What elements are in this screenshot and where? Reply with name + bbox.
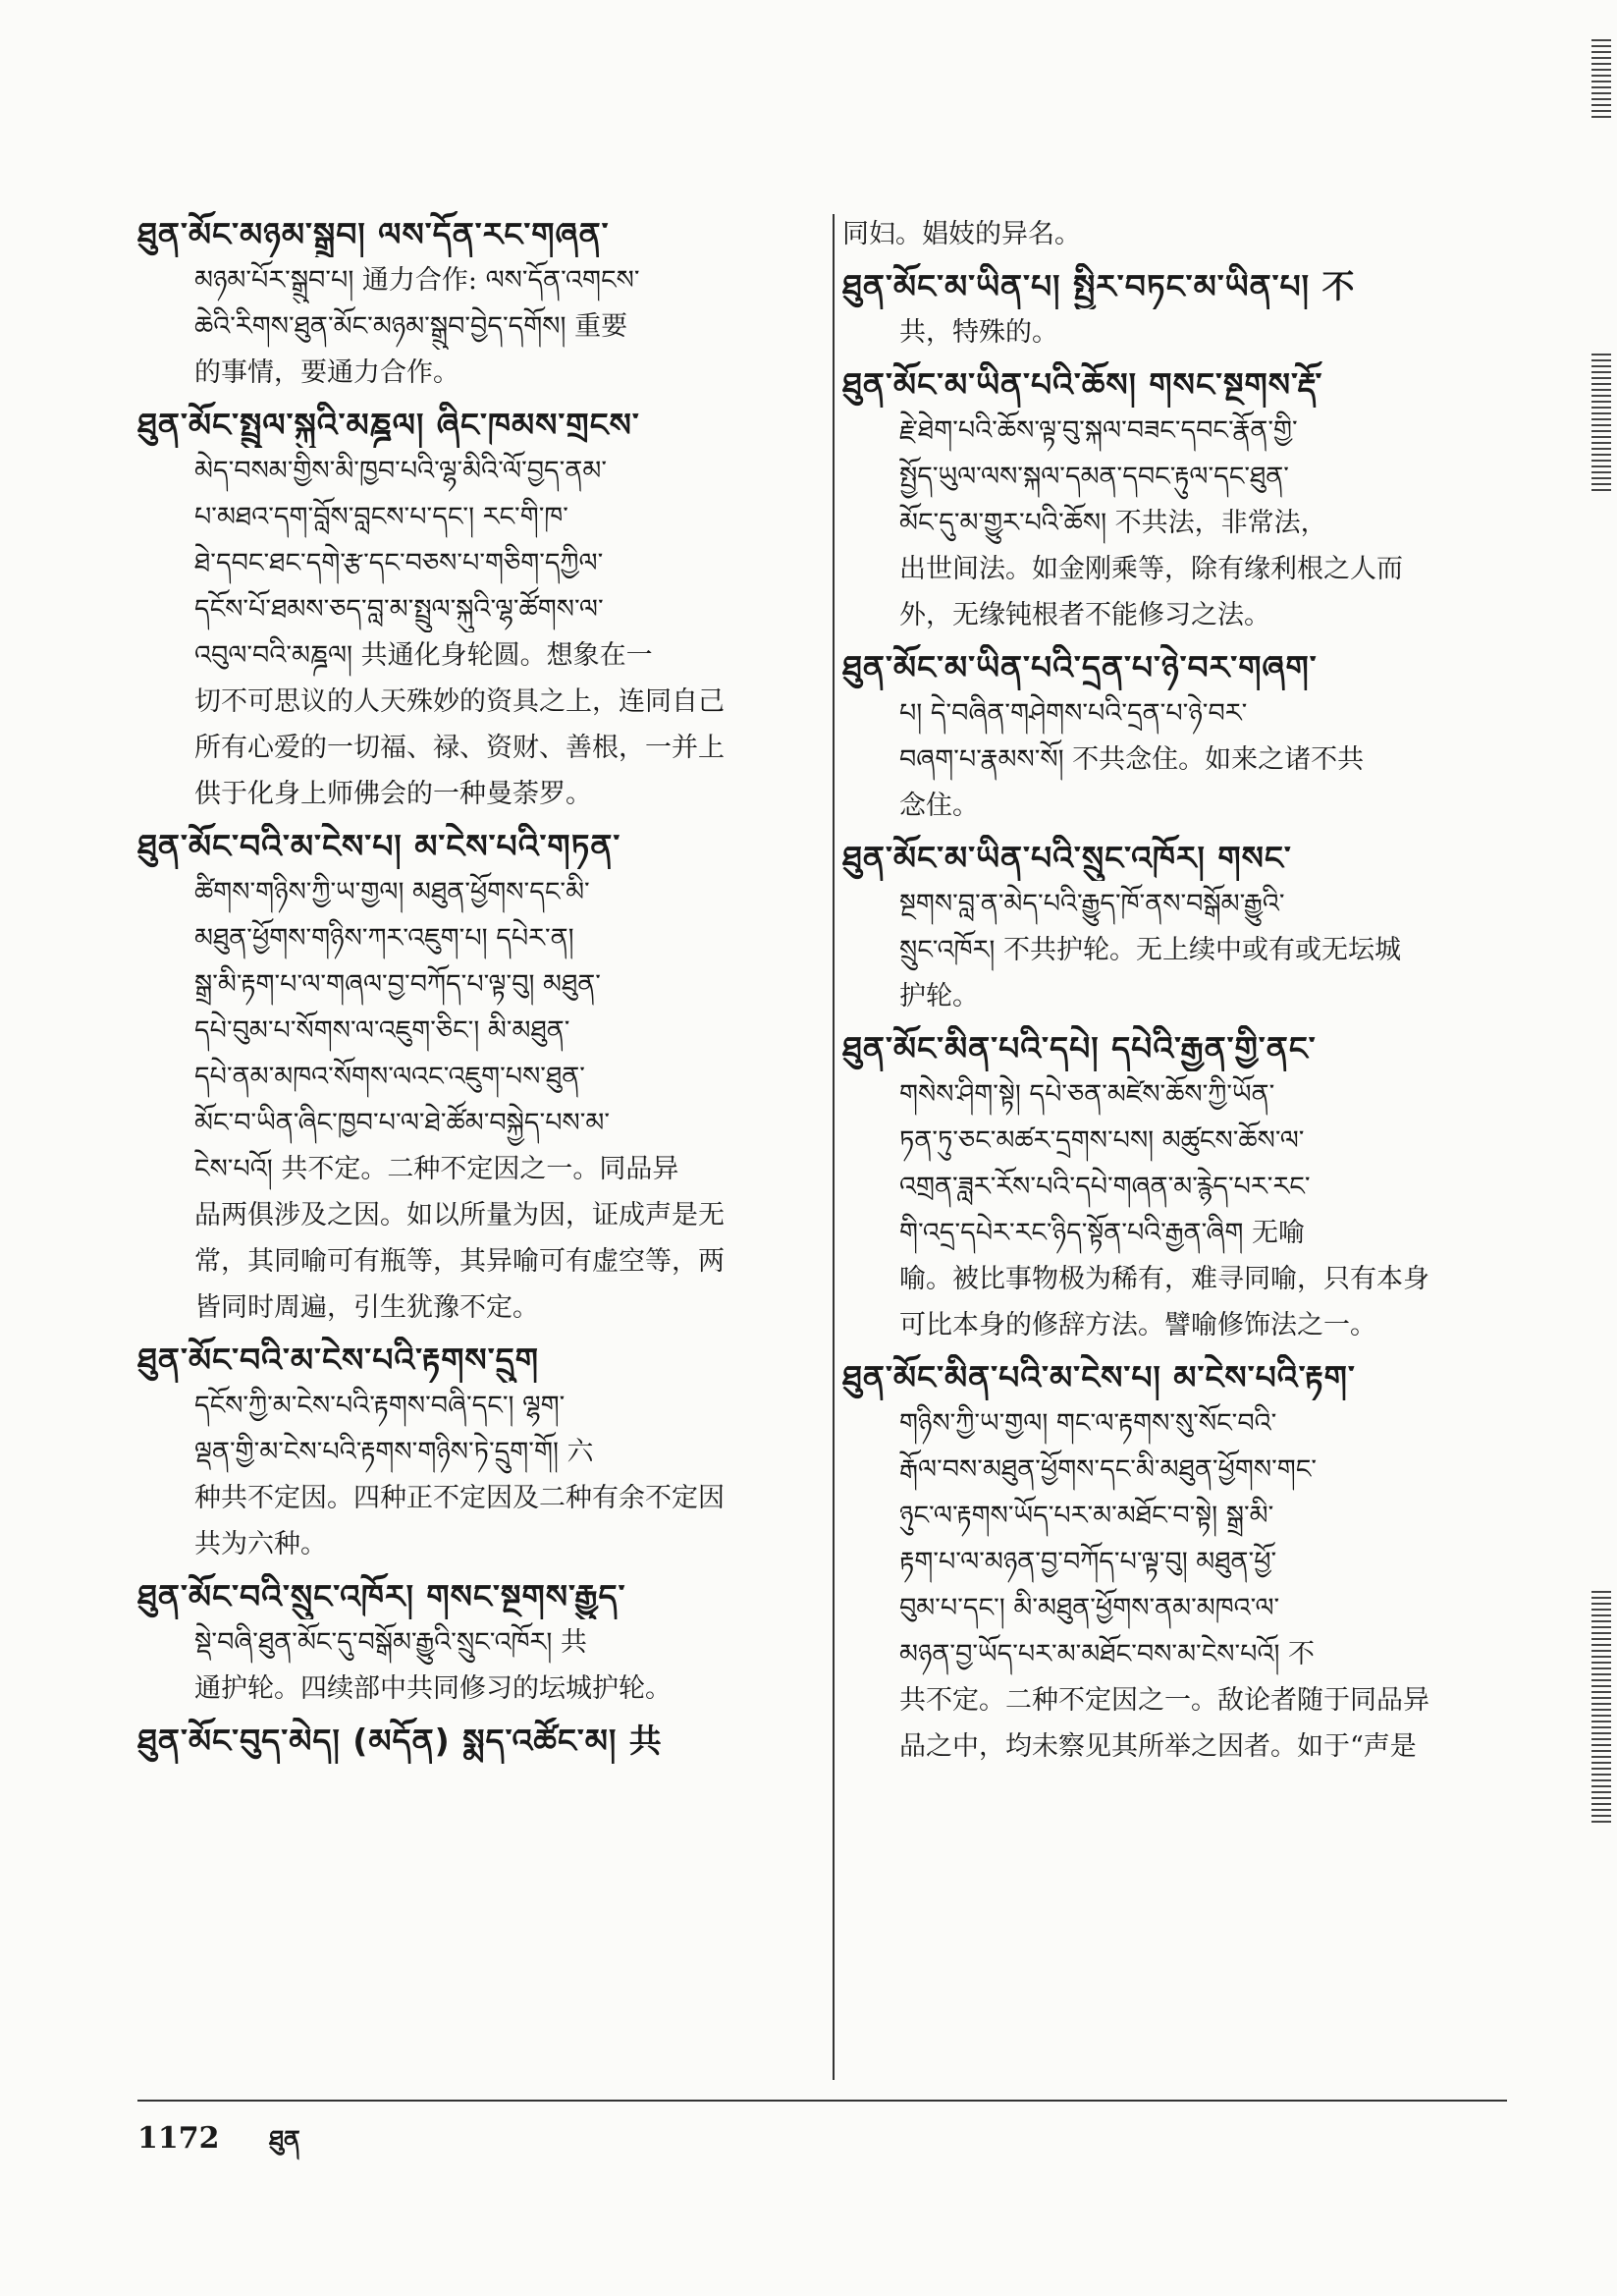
entry-headword-line: ཐུན་མོང་མིན་པའི་དཔེ། དཔེའི་རྒྱན་གྱི་ནང་ <box>842 1029 1317 1067</box>
entry-text-line: དཔེ་ནམ་མཁའ་སོགས་ལའང་འཇུག་པས་ཐུན་ <box>194 1062 585 1092</box>
entry-text-line: རྗེ་ཐེག་པའི་ཆོས་ལྟ་བུ་སྐལ་བཟང་དབང་རྣོན་གྱི་ <box>899 415 1298 446</box>
entry-text-line: སྲུང་འཁོར། 不共护轮。无上续中或有或无坛城 <box>899 935 1401 965</box>
entry-headword-line: ཐུན་མོང་སྤྲུལ་སྐུའི་མཎྜལ། ཞིང་ཁམས་གྲངས་ <box>137 406 640 444</box>
entry-headword-line: ཐུན་མོང་མིན་པའི་མ་ངེས་པ། མ་ངེས་པའི་རྟག་ <box>842 1358 1356 1396</box>
entry-headword-line: ཐུན་མོང་མཉམ་སྒྲུབ། ལས་དོན་རང་གཞན་ <box>137 215 610 253</box>
entry-text-line: 品两俱涉及之因。如以所量为因，证成声是无 <box>194 1200 725 1230</box>
entry-text-line: འགྲན་ཟླར་རོས་པའི་དཔེ་གཞན་མ་རྙེད་པར་རང་ <box>899 1172 1311 1202</box>
entry-text-line: གཉིས་ཀྱི་ཡ་གྱལ། གང་ལ་རྟགས་སུ་སོང་བའི་ <box>899 1408 1277 1439</box>
entry-headword-line: ཐུན་མོང་བའི་མ་ངེས་པའི་རྟགས་དྲུག <box>137 1340 539 1379</box>
entry-text-line: མོང་དུ་མ་གྱུར་པའི་ཆོས། 不共法，非常法， <box>899 508 1327 538</box>
entry-text-line: སྒྲ་མི་རྟག་པ་ལ་གཞལ་བྱ་བཀོད་པ་ལྟ་བུ། མཐུན་ <box>194 969 601 1000</box>
dictionary-entry <box>842 1025 1502 1348</box>
entry-text-line: 的事情，要通力合作。 <box>194 357 459 388</box>
entry-text-line: སྡེ་བཞི་ཐུན་མོང་དུ་བསྒོམ་རྒྱུའི་སྲུང་འཁོར། 共 <box>194 1627 587 1658</box>
entry-headword-line: ཐུན་མོང་མ་ཡིན་པ། སྤྱིར་བཏང་མ་ཡིན་པ། 不 <box>842 267 1356 305</box>
dictionary-entry <box>842 644 1502 829</box>
entry-text-line: རྟག་པ་ལ་མཉན་བྱ་བཀོད་པ་ལྟ་བུ། མཐུན་ཕྱོ་ <box>899 1547 1277 1577</box>
scan-edge-mark <box>1591 1591 1611 1827</box>
entry-text-line: ཐེ་དབང་ཐང་དགེ་རྩ་དང་བཅས་པ་གཅིག་དཀྱིལ་ <box>194 548 604 578</box>
dictionary-entry <box>842 835 1502 1019</box>
column-divider <box>833 214 835 2080</box>
entry-text-line: 共，特殊的。 <box>899 317 1058 348</box>
dictionary-entry <box>842 211 1502 257</box>
entry-text-line: གི་འདྲ་དཔེར་རང་ཉིད་སྟོན་པའི་རྒྱན་ཞིག 无喻 <box>899 1218 1305 1248</box>
entry-text-line: 护轮。 <box>899 981 979 1011</box>
entry-text-line: པ། དེ་བཞིན་གཤེགས་པའི་དྲན་པ་ཉེ་བར་ <box>899 698 1248 729</box>
entry-text-line: འབུལ་བའི་མཎྜལ། 共通化身轮圆。想象在一 <box>194 640 653 671</box>
entry-text-line: ལྡན་གྱི་མ་ངེས་པའི་རྟགས་གཉིས་ཏེ་དྲུག་གོ། 六 <box>194 1437 594 1467</box>
entry-text-line: མཐུན་ཕྱོགས་གཉིས་ཀར་འཇུག་པ། དཔེར་ན། <box>194 923 574 954</box>
dictionary-entry <box>137 211 825 396</box>
entry-text-line: ཚིགས་གཉིས་ཀྱི་ཡ་གྱལ། མཐུན་ཕྱོགས་དང་མི་ <box>194 877 590 907</box>
entry-text-line: ངེས་པའོ། 共不定。二种不定因之一。同品异 <box>194 1154 679 1184</box>
entry-text-line: རྒོལ་བས་མཐུན་ཕྱོགས་དང་མི་མཐུན་ཕྱོགས་གང་ <box>899 1454 1318 1485</box>
dictionary-entry <box>137 1573 825 1712</box>
footer-rule <box>137 2100 1507 2102</box>
dictionary-entry <box>137 402 825 817</box>
entry-text-line: བུམ་པ་དང་། མི་མཐུན་ཕྱོགས་ནམ་མཁའ་ལ་ <box>899 1593 1280 1623</box>
entry-text-line: མོང་བ་ཡིན་ཞིང་ཁྱབ་པ་ལ་ཐེ་ཚོམ་བསྐྱེད་པས་མ་ <box>194 1108 611 1138</box>
entry-text-line: 通护轮。四续部中共同修习的坛城护轮。 <box>194 1673 672 1704</box>
entry-text-line: 切不可思议的人天殊妙的资具之上，连同自己 <box>194 686 725 717</box>
entry-text-line: 共不定。二种不定因之一。敌论者随于同品异 <box>899 1685 1429 1716</box>
entry-headword-line: ཐུན་མོང་མ་ཡིན་པའི་སྲུང་འཁོར། གསང་ <box>842 839 1292 877</box>
entry-text-line: ཆེའི་རིགས་ཐུན་མོང་མཉམ་སྒྲུབ་བྱེད་དགོས། 重要 <box>194 311 628 342</box>
entry-text-line: དངོས་ཀྱི་མ་ངེས་པའི་རྟགས་བཞི་དང་། ལྷག་ <box>194 1391 566 1421</box>
entry-text-line: མེད་བསམ་གྱིས་མི་ཁྱབ་པའི་ལྷ་མིའི་ལོ་བྱད་ནམ་ <box>194 456 607 486</box>
entry-text-line: སྤྱོད་ཡུལ་ལས་སྐལ་དམན་དབང་རྟུལ་དང་ཐུན་ <box>899 462 1289 492</box>
dictionary-entry <box>137 1718 825 1764</box>
entry-text-line: 外，无缘钝根者不能修习之法。 <box>899 600 1270 630</box>
section-label: ཐུན <box>268 2125 300 2154</box>
entry-text-line: དཔེ་བུམ་པ་སོགས་ལ་འཇུག་ཅིང་། མི་མཐུན་ <box>194 1015 570 1046</box>
dictionary-entry <box>842 263 1502 355</box>
dictionary-entry <box>137 1337 825 1567</box>
entry-text-line: 出世间法。如金刚乘等，除有缘利根之人而 <box>899 554 1403 584</box>
entry-text-line: 皆同时周遍，引生犹豫不定。 <box>194 1292 539 1323</box>
scan-edge-mark <box>1591 39 1611 118</box>
entry-text-line: 供于化身上师佛会的一种曼荼罗。 <box>194 779 592 809</box>
entry-headword-line: ཐུན་མོང་མ་ཡིན་པའི་དྲན་པ་ཉེ་བར་གཞག་ <box>842 648 1318 686</box>
entry-text-line: སྔགས་བླ་ན་མེད་པའི་རྒྱུད་ཁོ་ནས་བསྒོམ་རྒྱུའི་ <box>899 889 1285 919</box>
scan-edge-mark <box>1591 354 1611 491</box>
page-footer <box>137 2111 340 2181</box>
entry-text-line: མཉན་བྱ་ཡོད་པར་མ་མཐོང་བས་མ་ངེས་པའོ། 不 <box>899 1639 1316 1669</box>
entry-text-line: གསེས་ཤིག་སྟེ། དཔེ་ཅན་མཛེས་ཆོས་ཀྱི་ཡོན་ <box>899 1079 1275 1110</box>
right-column <box>842 211 1502 1776</box>
entry-text-line: མཉམ་པོར་སྒྲུབ་པ། 通力合作: ལས་དོན་འགངས་ <box>194 265 640 296</box>
entry-headword-line: 同妇。娼妓的异名。 <box>842 219 1081 249</box>
entry-text-line: པ་མཐའ་དག་བློས་བླངས་པ་དང་། རང་གི་ཁ་ <box>194 502 568 532</box>
entry-text-line: 品之中，均未察见其所举之因者。如于“声是 <box>899 1731 1417 1762</box>
entry-headword-line: ཐུན་མོང་བའི་མ་ངེས་པ། མ་ངེས་པའི་གཏན་ <box>137 827 621 865</box>
dictionary-entry <box>842 1354 1502 1770</box>
entry-text-line: 种共不定因。四种正不定因及二种有余不定因 <box>194 1483 725 1513</box>
entry-text-line: ཏན་ཏུ་ཅང་མཚར་དྲགས་པས། མཚུངས་ཆོས་ལ་ <box>899 1125 1305 1156</box>
entry-text-line: དངོས་པོ་ཐམས་ཅད་བླ་མ་སྤྲུལ་སྐུའི་ལྷ་ཚོགས་ལ་ <box>194 594 604 625</box>
entry-text-line: 共为六种。 <box>194 1529 327 1559</box>
entry-text-line: བཞག་པ་རྣམས་སོ། 不共念住。如来之诸不共 <box>899 744 1365 775</box>
entry-text-line: 念住。 <box>899 791 979 821</box>
entry-headword-line: ཐུན་མོང་མ་ཡིན་པའི་ཆོས། གསང་སྔགས་རྡོ་ <box>842 365 1323 404</box>
entry-text-line: ཉུང་ལ་རྟགས་ཡོད་པར་མ་མཐོང་བ་སྟེ། སྒྲ་མི་ <box>899 1501 1274 1531</box>
page-number: 1172 <box>137 2121 220 2156</box>
entry-text-line: 可比本身的修辞方法。譬喻修饰法之一。 <box>899 1310 1376 1340</box>
entry-headword-line: ཐུན་མོང་བའི་སྲུང་འཁོར། གསང་སྔགས་རྒྱུད་ <box>137 1577 626 1615</box>
dictionary-entry <box>137 823 825 1331</box>
entry-text-line: 喻。被比事物极为稀有，难寻同喻，只有本身 <box>899 1264 1429 1294</box>
entry-text-line: 常，其同喻可有瓶等，其异喻可有虚空等，两 <box>194 1246 725 1277</box>
left-column <box>137 211 825 1770</box>
entry-text-line: 所有心爱的一切福、禄、资财、善根，一并上 <box>194 733 725 763</box>
dictionary-entry <box>842 361 1502 638</box>
entry-headword-line: ཐུན་མོང་བུད་མེད། (མདོན) སྨད་འཚོང་མ། 共 <box>137 1722 663 1760</box>
